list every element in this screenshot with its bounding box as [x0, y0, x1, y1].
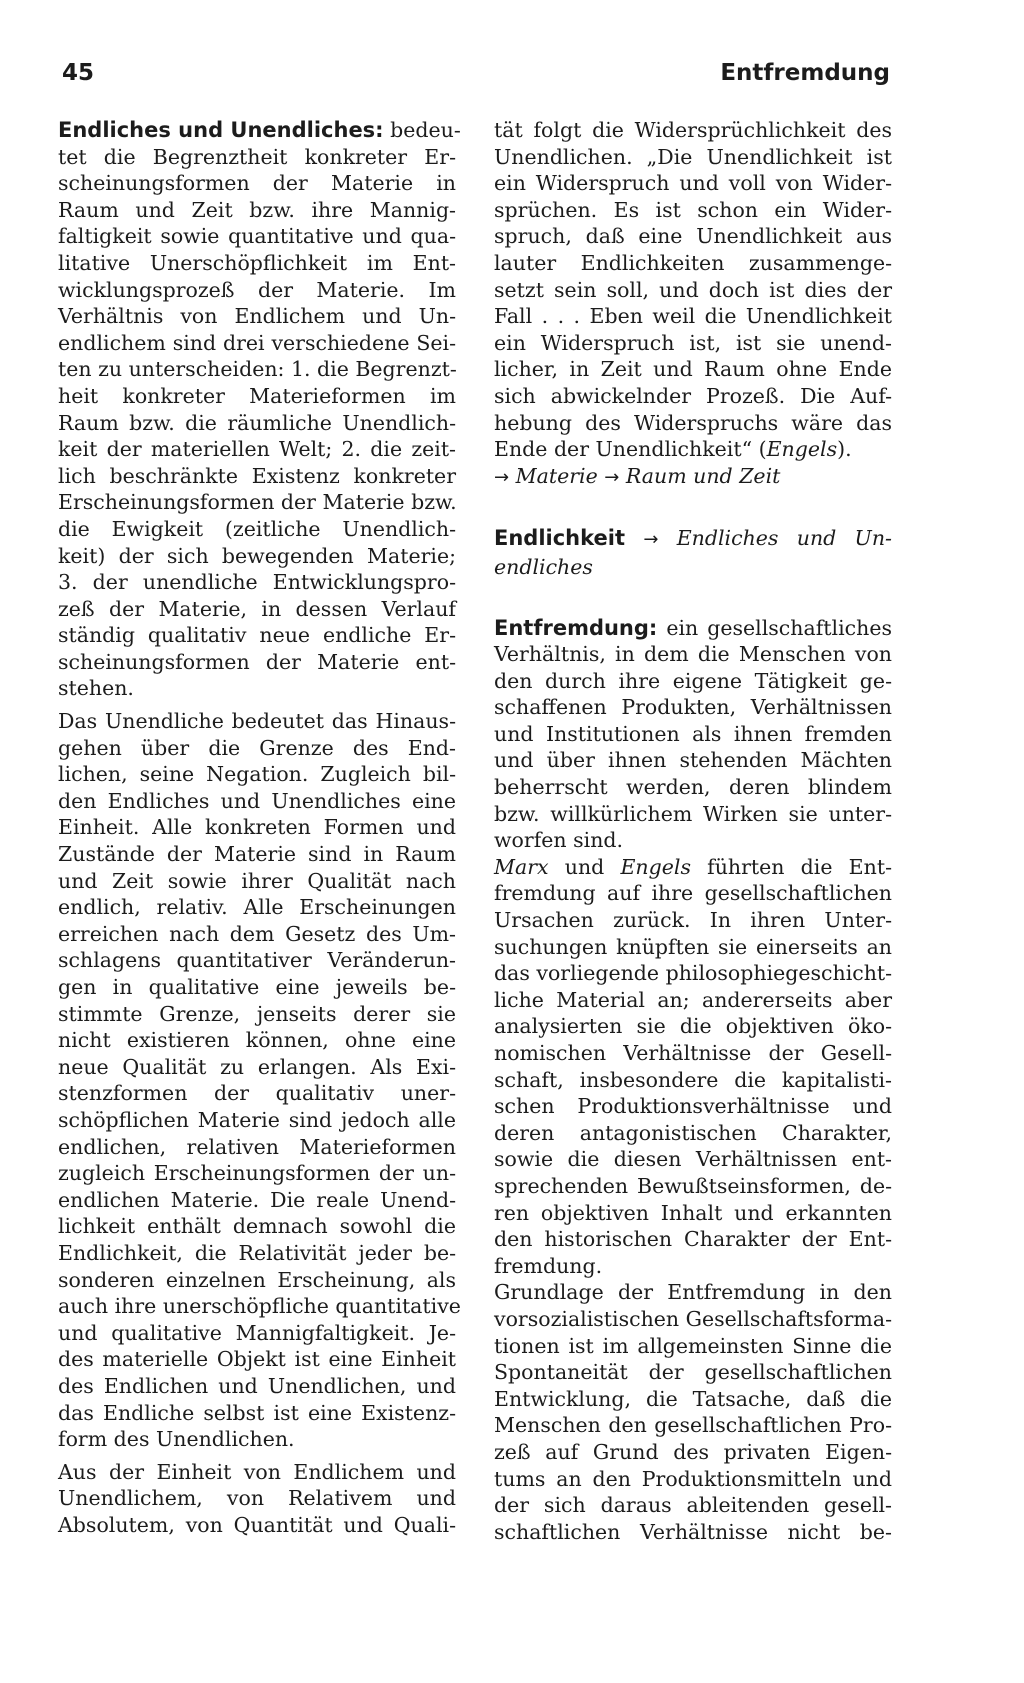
text-line: spruch, daß eine Unendlichkeit aus [494, 224, 892, 249]
arrow-right-icon: → [643, 529, 659, 551]
text-line: und qualitative Mannigfaltigkeit. Je- [58, 1320, 456, 1345]
text-line: Raum und Zeit bzw. ihre Mannig- [58, 197, 456, 222]
text-line: und über ihnen stehenden Mächten [494, 748, 892, 773]
text-line: Grundlage der Entfremdung in den [494, 1280, 892, 1305]
right-column [494, 117, 892, 1545]
entry-endliches-und-unendliches [58, 117, 461, 702]
text-line: setzt sein soll, und doch ist dies der [494, 277, 892, 302]
text-line: worfen sind. [494, 828, 624, 853]
text-line: das Endliche selbst ist eine Existenz- [58, 1400, 456, 1425]
text-line: sich abwickelnder Prozeß. Die Auf- [494, 383, 892, 408]
text-line: der sich daraus ableitenden gesell- [494, 1493, 892, 1518]
xref-link-endliches-cont[interactable]: endliches [494, 554, 593, 579]
text-line: fremdung. [494, 1253, 603, 1278]
text-line: lich beschränkte Existenz konkreter [58, 463, 456, 488]
entry-endlichkeit [494, 525, 892, 580]
text-line: nicht existieren können, ohne eine [58, 1028, 456, 1053]
text-line: Unendlichem, von Relativem und [58, 1486, 456, 1511]
entry-keyword: Endliches und Unendliches: [58, 118, 384, 142]
text-line: zeß der Materie, in dessen Verlauf [58, 596, 456, 621]
text-line: nomischen Verhältnisse der Gesell- [494, 1041, 892, 1065]
left-column [58, 117, 461, 1538]
text-line: keit) der sich bewegenden Materie; [58, 543, 456, 568]
text-line: schöpflichen Materie sind jedoch alle [58, 1107, 456, 1132]
paragraph-marx-engels [494, 854, 892, 1280]
text-line: tionen ist im allgemeinsten Sinne die [494, 1333, 892, 1358]
text-line: endlichen Materie. Die reale Unend- [58, 1187, 456, 1212]
paragraph-unendliche [58, 708, 461, 1453]
author-name: Engels [620, 854, 691, 879]
text-line: deren antagonistischen Charakter, [494, 1120, 892, 1145]
text-line: 3. der unendliche Entwicklungspro- [58, 570, 456, 595]
text-line: ten zu unterscheiden: 1. die Begrenzt- [58, 357, 457, 382]
text-line: den durch ihre eigene Tätigkeit ge- [494, 668, 892, 693]
text-line: licher, in Zeit und Raum ohne Ende [494, 357, 892, 382]
text-line: Verhältnis von Endlichem und Un- [58, 304, 456, 329]
text-line: schaft, insbesondere die kapitalisti- [494, 1067, 892, 1092]
text-line: des Endlichen und Unendlichen, und [58, 1373, 456, 1398]
text-line: Zustände der Materie sind in Raum [58, 842, 456, 867]
xref-link-raum-und-zeit[interactable]: Raum und Zeit [625, 463, 781, 488]
text-line: den Endliches und Unendliches eine [58, 788, 456, 813]
text-line: schaffenen Produkten, Verhältnissen [494, 695, 892, 720]
text-line: Ende der Unendlichkeit“ (Engels). [494, 437, 852, 462]
text-line: tät folgt die Widersprüchlichkeit des [494, 118, 892, 142]
text-line: gehen über die Grenze des End- [58, 735, 456, 760]
text-line: stenzformen der qualitativ uner- [58, 1081, 456, 1106]
text-line: Entfremdung: ein gesellschaftliches [494, 615, 892, 640]
text-line: Ursachen zurück. In ihren Unter- [494, 908, 892, 933]
author-name: Marx [494, 854, 549, 879]
text-line: Aus der Einheit von Endlichem und [58, 1459, 456, 1484]
paragraph-grundlage [494, 1279, 892, 1545]
xref-link-endliches[interactable]: Endliches und Un- [676, 526, 892, 551]
text-line: lichkeit enthält demnach sowohl die [58, 1214, 456, 1239]
text-line: hebung des Widerspruchs wäre das [494, 410, 892, 435]
text-line: Raum bzw. die räumliche Unendlich- [58, 410, 456, 435]
text-line: zugleich Erscheinungsformen der un- [58, 1161, 456, 1186]
arrow-right-icon: → [604, 466, 620, 488]
xref-link-materie[interactable]: Materie [515, 463, 598, 488]
text-line: keit der materiellen Welt; 2. die zeit- [58, 437, 456, 462]
text-line: Erscheinungsformen der Materie bzw. [58, 490, 457, 515]
text-line: endlichem sind drei verschiedene Sei- [58, 330, 456, 355]
text-line: ein Widerspruch ist, ist sie unend- [494, 330, 892, 355]
text-line: ein Widerspruch und voll von Wider- [494, 171, 892, 196]
text-line: Einheit. Alle konkreten Formen und [58, 815, 456, 840]
text-line: und Zeit sowie ihrer Qualität nach [58, 868, 456, 893]
text-line: und Institutionen als ihnen fremden [494, 721, 892, 746]
text-line: scheinungsformen der Materie in [58, 171, 456, 196]
paragraph-einheit [58, 1459, 456, 1539]
text-line: tet die Begrenztheit konkreter Er- [58, 144, 456, 169]
text-line: Endlichkeit, die Relativität jeder be- [58, 1240, 456, 1265]
text-line: erreichen nach dem Gesetz des Um- [58, 921, 456, 946]
cross-reference[interactable] [494, 463, 892, 492]
entry-entfremdung [494, 615, 892, 854]
text-line: Spontaneität der gesellschaftlichen [494, 1360, 892, 1385]
text-line: lauter Endlichkeiten zusammenge- [494, 250, 892, 275]
text-line: endlich, relativ. Alle Erscheinungen [58, 895, 456, 920]
text-line: litative Unerschöpflichkeit im Ent- [58, 250, 456, 275]
text-line [494, 525, 892, 554]
entry-keyword: Endlichkeit [494, 526, 626, 551]
text-line: Fall . . . Eben weil die Unendlichkeit [494, 304, 892, 329]
text-line: schlagens quantitativer Veränderun- [58, 948, 456, 973]
text-line: liche Material an; andererseits aber [494, 987, 892, 1012]
text-line: auch ihre unerschöpfliche quantitative [58, 1294, 461, 1319]
text-line: wicklungsprozeß der Materie. Im [58, 277, 456, 302]
text-line: ständig qualitativ neue endliche Er- [58, 623, 456, 648]
text-line: zeß auf Grund des privaten Eigen- [494, 1439, 892, 1464]
text-line: sowie die diesen Verhältnissen ent- [494, 1147, 892, 1172]
text-line: form des Unendlichen. [58, 1427, 295, 1452]
text-line: Menschen den gesellschaftlichen Pro- [494, 1413, 892, 1438]
text-line: Das Unendliche bedeutet das Hinaus- [58, 709, 456, 734]
text-line: die Ewigkeit (zeitliche Unendlich- [58, 516, 456, 541]
arrow-right-icon: → [494, 466, 510, 488]
text-line: den historischen Charakter der Ent- [494, 1227, 892, 1252]
text-line: sprüchen. Es ist schon ein Wider- [494, 197, 892, 222]
entry-continuation [494, 117, 892, 491]
text-line: gen in qualitative eine jeweils be- [58, 975, 456, 999]
text-line: tums an den Produktionsmitteln und [494, 1466, 892, 1491]
text-line: fremdung auf ihre gesellschaftlichen [494, 881, 892, 906]
text-line: endlichen, relativen Materieformen [58, 1134, 456, 1159]
text-line: Marx und Engels führten die Ent- [494, 854, 893, 879]
page-number: 45 [62, 60, 95, 86]
text-line: bzw. willkürlichem Wirken sie unter- [494, 801, 892, 826]
text-line: neue Qualität zu erlangen. Als Exi- [58, 1054, 456, 1079]
author-name: Engels [766, 437, 838, 462]
text-line: vorsozialistischen Gesellschaftsforma- [494, 1306, 893, 1331]
text-line: Absolutem, von Quantität und Quali- [58, 1512, 456, 1537]
text-line: schen Produktionsverhältnisse und [494, 1094, 892, 1119]
text-line: beherrscht werden, deren blindem [494, 775, 892, 800]
text-line: stimmte Grenze, jenseits derer sie [58, 1001, 456, 1026]
text-line: lichen, seine Negation. Zugleich bil- [58, 762, 456, 787]
text-line: Unendlichen. „Die Unendlichkeit ist [494, 144, 892, 169]
entry-keyword: Entfremdung: [494, 615, 658, 640]
text-line: faltigkeit sowie quantitative und qua- [58, 224, 456, 249]
text-line: analysierten sie die objektiven öko- [494, 1014, 892, 1039]
text-line: scheinungsformen der Materie ent- [58, 649, 456, 674]
text-line: stehen. [58, 676, 134, 701]
text-line: Verhältnis, in dem die Menschen von [494, 642, 892, 667]
text-line: schaftlichen Verhältnisse nicht be- [494, 1519, 892, 1544]
text-line: suchungen knüpften sie einerseits an [494, 934, 892, 959]
text-line: das vorliegende philosophiegeschicht- [494, 961, 893, 986]
text-line: sonderen einzelnen Erscheinung, als [58, 1267, 456, 1292]
text-line: ren objektiven Inhalt und erkannten [494, 1200, 892, 1225]
text-line: Entwicklung, die Tatsache, daß die [494, 1386, 892, 1411]
text-line: Endliches und Unendliches: bedeu- [58, 118, 461, 142]
text-line: des materielle Objekt ist eine Einheit [58, 1347, 456, 1372]
running-head: Entfremdung [720, 60, 890, 86]
text-line: sprechenden Bewußtseinsformen, de- [494, 1173, 892, 1198]
text-line: heit konkreter Materieformen im [58, 383, 456, 408]
